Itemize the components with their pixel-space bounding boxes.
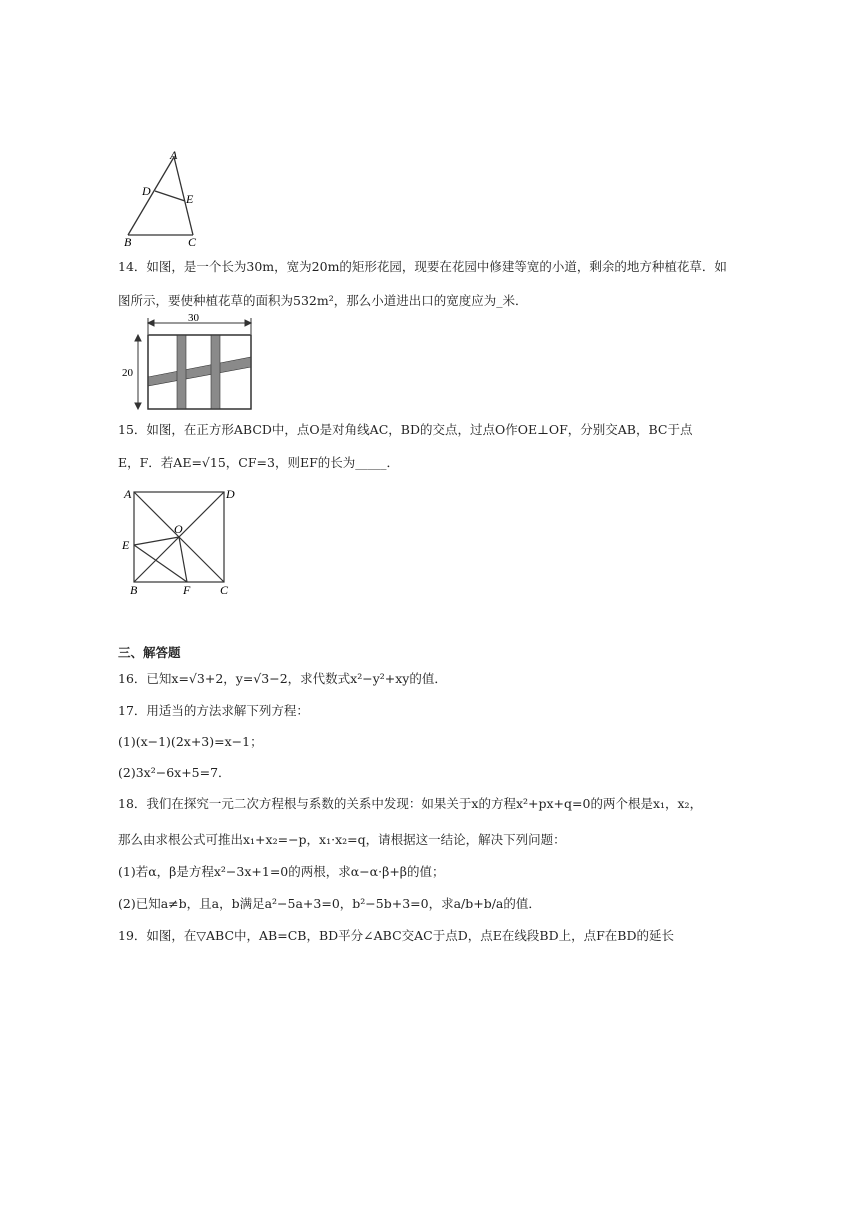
q17-stem: 17．用适当的方法求解下列方程： xyxy=(118,703,309,718)
label-C: C xyxy=(188,235,197,249)
road-vertical-1 xyxy=(177,335,186,409)
q15-line2: E，F．若AE=√15，CF=3，则EF的长为_____． xyxy=(118,455,400,470)
label-E: E xyxy=(186,192,194,206)
q18-part1: (1)若α，β是方程x²−3x+1=0的两根，求α−α·β+β的值； xyxy=(118,864,445,879)
label-E: E xyxy=(122,538,130,552)
label-D: D xyxy=(226,487,235,501)
q17-part2: (2)3x²−6x+5=7． xyxy=(118,765,231,780)
q18-line2: 那么由求根公式可推出x₁+x₂=−p，x₁·x₂=q，请根据这一结论，解决下列问题： xyxy=(118,832,566,847)
label-C: C xyxy=(220,583,229,597)
q18-part2: (2)已知a≠b，且a，b满足a²−5a+3=0，b²−5b+3=0，求a/b+b/a的值． xyxy=(118,896,541,911)
q14-line2: 图所示，要使种植花草的面积为532m²，那么小道进出口的宽度应为_米． xyxy=(118,293,528,308)
dim-width-label: 30 xyxy=(188,312,199,324)
figure-square-q15 xyxy=(118,482,248,600)
segment-EF xyxy=(134,545,187,582)
figure-triangle-q13 xyxy=(118,145,218,250)
label-A: A xyxy=(124,487,132,501)
q14-line1: 14．如图，是一个长为30m，宽为20m的矩形花园，现要在花园中修建等宽的小道，剩余的地方种植花草．如 xyxy=(118,259,727,274)
road-vertical-2 xyxy=(211,335,220,409)
q17-part1: (1)(x−1)(2x+3)=x−1； xyxy=(118,734,263,749)
dim-height-label: 20 xyxy=(122,367,133,379)
q16-text: 16．已知x=√3+2，y=√3−2，求代数式x²−y²+xy的值． xyxy=(118,671,447,686)
label-B: B xyxy=(130,583,138,597)
section-heading: 三、解答题 xyxy=(118,645,181,660)
figure-garden-q14 xyxy=(118,310,258,415)
q18-line1: 18．我们在探究一元二次方程根与系数的关系中发现：如果关于x的方程x²+px+q=0的两个根是x₁，x₂， xyxy=(118,796,703,811)
label-B: B xyxy=(124,235,132,249)
q19-text: 19．如图，在▽ABC中，AB=CB，BD平分∠ABC交AC于点D，点E在线段BD上，点F在BD的延长 xyxy=(118,928,674,943)
label-F: F xyxy=(183,583,191,597)
label-D: D xyxy=(142,184,151,198)
q15-line1: 15．如图，在正方形ABCD中，点O是对角线AC，BD的交点，过点O作OE⊥OF，分别交AB，BC于点 xyxy=(118,422,693,437)
label-O: O xyxy=(174,522,183,536)
label-A: A xyxy=(170,148,178,162)
segment-DE xyxy=(155,191,185,201)
segment-AB xyxy=(128,157,174,235)
